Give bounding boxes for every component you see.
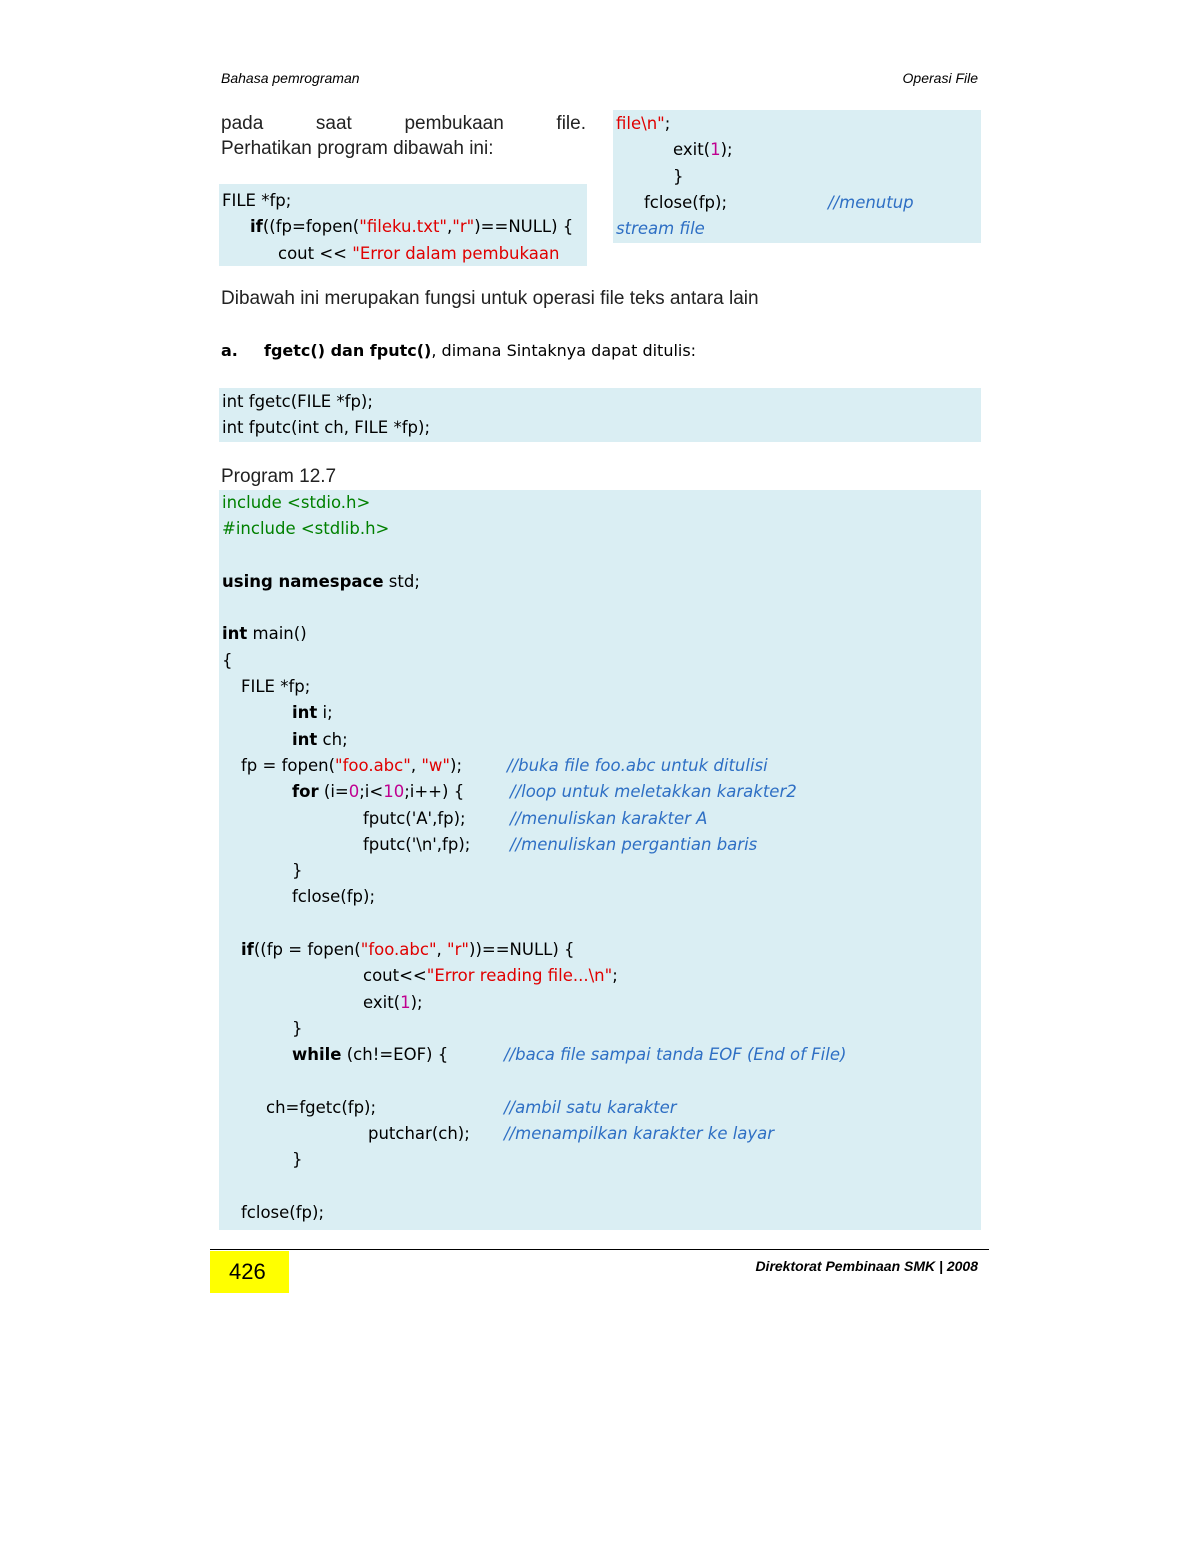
header-chapter-title: Operasi File: [902, 70, 978, 86]
code-line: fputc('\n',fp); //menuliskan pergantian baris: [363, 834, 758, 854]
code-line: }: [673, 166, 684, 186]
header-book-title: Bahasa pemrograman: [221, 70, 360, 86]
paragraph-text: Dibawah ini merupakan fungsi untuk operasi file teks antara lain: [221, 288, 759, 309]
intro-word: pada: [221, 113, 264, 134]
intro-line-2: Perhatikan program dibawah ini:: [221, 138, 494, 159]
code-line: if((fp=fopen("fileku.txt","r")==NULL) {: [250, 217, 574, 237]
code-line: fp = fopen("foo.abc", "w"); //buka file foo.abc untuk ditulisi: [241, 755, 768, 775]
program-title: Program 12.7: [221, 466, 337, 487]
footer-publisher: Direktorat Pembinaan SMK | 2008: [755, 1258, 978, 1274]
code-line: using namespace std;: [222, 571, 420, 591]
code-line: cout<<"Error reading file...\n";: [363, 966, 618, 986]
code-line: include <stdio.h>: [222, 493, 371, 512]
code-line: stream file: [616, 219, 705, 239]
program-code-box: [219, 490, 981, 1230]
code-line: int fgetc(FILE *fp);: [222, 392, 373, 411]
code-line: FILE *fp;: [241, 677, 311, 697]
code-line-blank: [222, 911, 981, 937]
code-snippet-open-file: [219, 184, 587, 266]
intro-word: saat: [315, 113, 352, 134]
code-line-blank: [222, 1069, 981, 1095]
syntax-code-box: [219, 388, 981, 442]
code-line-blank: [222, 543, 981, 569]
code-line: exit(1);: [673, 140, 733, 160]
intro-word: pembukaan: [404, 113, 504, 134]
function-names: fgetc() dan fputc(): [264, 341, 432, 360]
code-line: file\n";: [616, 114, 671, 133]
code-line: int main(): [222, 624, 307, 644]
code-line: }: [292, 1018, 303, 1038]
list-item-a: [221, 341, 696, 360]
list-marker: a.: [221, 341, 238, 360]
footer-divider: [210, 1249, 989, 1250]
code-line: int ch;: [292, 729, 348, 749]
code-line: fclose(fp); //menutup: [644, 192, 914, 212]
code-line-blank: [222, 595, 981, 621]
code-line: cout << "Error dalam pembukaan: [278, 243, 560, 263]
code-line: ch=fgetc(fp); //ambil satu karakter: [266, 1097, 677, 1117]
code-line: FILE *fp;: [222, 191, 292, 210]
code-line-blank: [222, 1174, 981, 1200]
code-line: putchar(ch); //menampilkan karakter ke layar: [368, 1124, 775, 1144]
code-line: {: [222, 650, 233, 670]
code-line: fclose(fp);: [241, 1203, 325, 1223]
code-line: int fputc(int ch, FILE *fp);: [222, 418, 430, 438]
code-line: for (i=0;i<10;i++) { //loop untuk meletakkan karakter2: [292, 782, 797, 802]
item-description: , dimana Sintaknya dapat ditulis:: [431, 341, 697, 360]
code-line: }: [292, 1150, 303, 1170]
code-line: while (ch!=EOF) { //baca file sampai tanda EOF (End of File): [292, 1045, 847, 1065]
code-line: exit(1);: [363, 992, 423, 1012]
code-line: #include <stdlib.h>: [222, 519, 390, 539]
code-line: if((fp = fopen("foo.abc", "r"))==NULL) {: [241, 940, 575, 960]
intro-word: file.: [556, 113, 586, 134]
intro-line-1: [221, 113, 586, 135]
code-line: }: [292, 861, 303, 881]
code-line: int i;: [292, 703, 333, 723]
code-line: fclose(fp);: [292, 887, 376, 907]
page-number: 426: [229, 1259, 266, 1284]
code-line: fputc('A',fp); //menuliskan karakter A: [363, 808, 708, 828]
code-snippet-continued: [613, 110, 981, 243]
